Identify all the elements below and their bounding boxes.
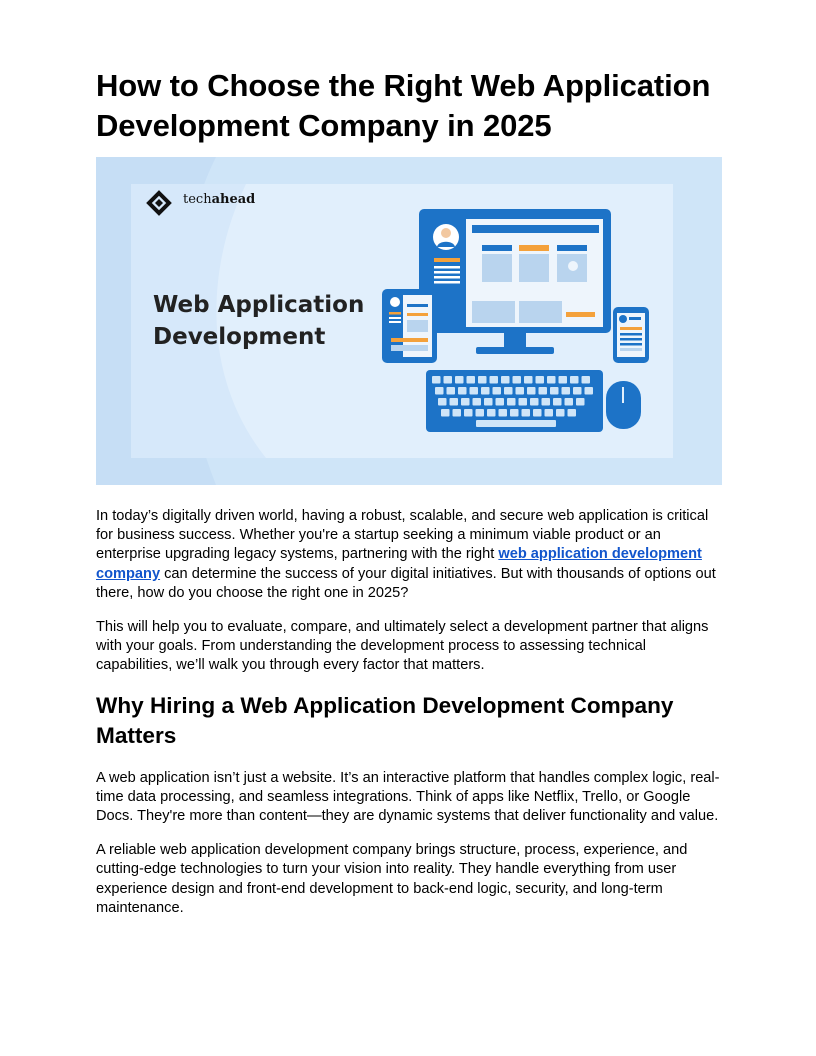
keyboard-key <box>522 409 531 417</box>
keyboard-key <box>441 409 450 417</box>
paragraph-reliable-company: A reliable web application development company brings structure, process, experience, and cutting-edge technologies to turn your vision into reality. They handle everything from user experience design and front-end development to back-end logic, security, and long-term maintenance. <box>96 842 688 916</box>
keyboard-key <box>542 398 551 406</box>
keyboard-key <box>481 387 490 395</box>
keyboard-key <box>470 387 479 395</box>
keyboard-key <box>493 387 502 395</box>
document-page <box>96 66 722 918</box>
keyboard-key <box>516 387 525 395</box>
mouse-icon <box>606 381 641 429</box>
keyboard-key <box>490 376 499 384</box>
keyboard-key <box>585 387 594 395</box>
tablet-icon <box>382 289 437 363</box>
keyboard-key <box>530 398 539 406</box>
web-app-development-link[interactable]: web application development company <box>96 546 702 582</box>
keyboard-key <box>501 376 510 384</box>
keyboard-key <box>450 398 459 406</box>
keyboard-key <box>553 398 562 406</box>
keyboard-key <box>570 376 579 384</box>
keyboard-key <box>435 387 444 395</box>
keyboard-key <box>527 387 536 395</box>
keyboard-key <box>576 398 585 406</box>
page-title: How to Choose the Right Web Application Development Company in 2025 <box>96 68 711 143</box>
keyboard-key <box>507 398 516 406</box>
keyboard-key <box>438 398 447 406</box>
keyboard-key <box>533 409 542 417</box>
keyboard-key <box>473 398 482 406</box>
keyboard-key <box>556 409 565 417</box>
keyboard-key <box>447 387 456 395</box>
paragraph-evaluate: This will help you to evaluate, compare, and ultimately select a development partner that aligns with your goals. From understanding the development process to assessing technical capabilities, we’ll walk you through every factor that matters. <box>96 619 709 674</box>
keyboard-key <box>458 387 467 395</box>
section-heading: Why Hiring a Web Application Development Company Matters <box>96 692 674 748</box>
keyboard-key <box>467 376 476 384</box>
keyboard-key <box>478 376 487 384</box>
keyboard-key <box>504 387 513 395</box>
keyboard-key <box>559 376 568 384</box>
keyboard-spacebar <box>476 420 556 427</box>
keyboard-key <box>461 398 470 406</box>
keyboard-key <box>510 409 519 417</box>
keyboard-key <box>550 387 559 395</box>
keyboard-key <box>499 409 508 417</box>
keyboard-key <box>455 376 464 384</box>
keyboard-key <box>565 398 574 406</box>
hero-heading-line2: Development <box>153 324 326 350</box>
phone-icon <box>613 307 649 363</box>
keyboard-key <box>519 398 528 406</box>
keyboard-key <box>453 409 462 417</box>
keyboard-key <box>582 376 591 384</box>
hero-heading-line1: Web Application <box>153 292 365 318</box>
keyboard-key <box>444 376 453 384</box>
keyboard-key <box>487 409 496 417</box>
keyboard-key <box>432 376 441 384</box>
keyboard-key <box>496 398 505 406</box>
keyboard-key <box>524 376 533 384</box>
keyboard-key <box>536 376 545 384</box>
keyboard-key <box>547 376 556 384</box>
paragraph-web-app: A web application isn’t just a website. It’s an interactive platform that handles complex logic, real-time data processing, and seamless integrations. Think of apps like Netflix, Trello, or Google Docs. They're more than content—they are dynamic systems that deliver functionality and value. <box>96 769 720 825</box>
brand-name: techahead <box>183 192 256 207</box>
keyboard-key <box>573 387 582 395</box>
keyboard-key <box>484 398 493 406</box>
keyboard-key <box>539 387 548 395</box>
intro-paragraph: In today’s digitally driven world, having a robust, scalable, and secure web application is critical for business success. Whether you're a startup seeking a minimum viable product or an enterprise upgrading legacy systems, partnering with the right web application development company can determine the success of your digital initiatives. But with thousands of options out there, how do you choose the right one in 2025? <box>96 508 716 601</box>
keyboard-key <box>513 376 522 384</box>
keyboard-key <box>562 387 571 395</box>
keyboard-key <box>464 409 473 417</box>
keyboard-key <box>476 409 485 417</box>
keyboard-icon <box>426 370 603 432</box>
keyboard-key <box>568 409 577 417</box>
hero-image <box>96 157 722 485</box>
keyboard-key <box>545 409 554 417</box>
monitor-icon <box>419 209 611 354</box>
